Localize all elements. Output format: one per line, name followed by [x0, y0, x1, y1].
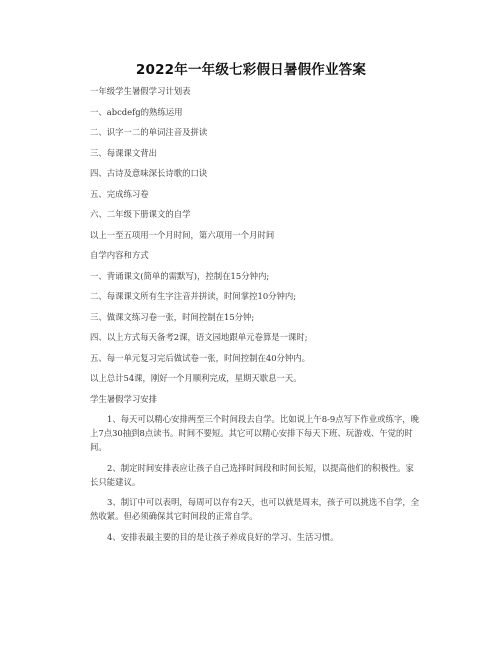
plan-item-1: 一、abcdefg的熟练运用: [90, 106, 183, 117]
self-study-item-2: 二、每课课文所有生字注音并拼读，时间掌控10分钟内;: [90, 291, 297, 301]
plan-item-4: 四、古诗及意味深长诗歌的口诀: [90, 168, 208, 178]
plan-item-2: 二、识字一二的单词注音及拼读: [90, 127, 208, 137]
arrangement-paragraph-3: 3、制订中可以表明，每周可以存有2天，也可以就是周末，孩子可以挑选不自学，全然收紧。但必须确保其它时间段的正常自学。: [90, 497, 420, 521]
document-body: [90, 84, 420, 550]
arrangement-paragraph-2: 2、制定时间安排表应让孩子自己选择时间段和时间长短，以提高他们的积极性。家长只能建议。: [90, 462, 414, 487]
document-title: 2022年一年级七彩假日暑假作业答案: [135, 62, 367, 78]
plan-summary: 以上一至五项用一个月时间，第六项用一个月时间: [90, 229, 275, 240]
arrangement-paragraph-4: 4、安排表最主要的目的是让孩子养成良好的学习、生活习惯。: [107, 531, 339, 542]
plan-item-3: 三、每课课文背出: [90, 147, 157, 158]
self-study-item-1: 一、背诵课文(简单的需默写)，控制在15分钟内;: [90, 270, 270, 281]
arrangement-paragraph-1: 1、每天可以精心安排两至三个时间段去自学。比如说上午8-9点写下作业或练字，晚上7点30抽到8点读书。时间不要短。其它可以精心安排下每天下班、玩游戏、午觉的时间。: [90, 414, 419, 452]
plan-item-5: 五、完成练习卷: [90, 188, 149, 199]
self-study-item-4: 四、以上方式每天备考2课，语文园地跟单元卷算是一课时;: [90, 332, 308, 342]
self-study-heading: 自学内容和方式: [90, 250, 149, 260]
self-study-item-5: 五、每一单元复习完后做试卷一张，时间控制在40分钟内。: [90, 352, 311, 363]
plan-item-6: 六、二年级下册课文的自学: [90, 209, 191, 219]
section-heading: 学生暑假学习安排: [90, 393, 157, 404]
self-study-item-3: 三、做课文练习卷一张，时间控制在15分钟;: [90, 311, 255, 322]
self-study-summary: 以上总计54课，刚好一个月顺利完成，星期天歇息一天。: [90, 373, 302, 383]
plan-heading: 一年级学生暑假学习计划表: [90, 86, 191, 96]
